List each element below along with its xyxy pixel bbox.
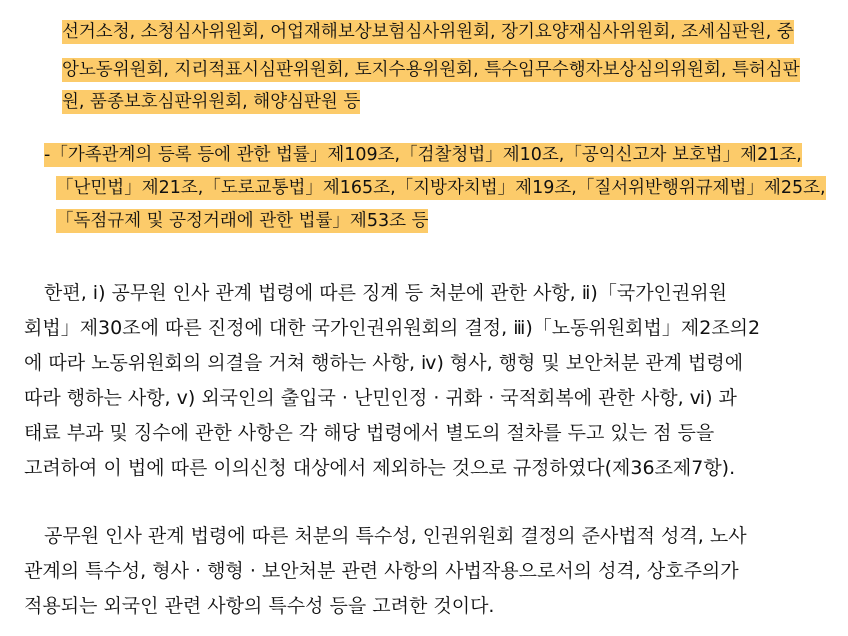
highlighted-text: 원, 품종보호심판위원회, 해양심판원 등 [62, 92, 361, 112]
paragraph-line: 관계의 특수성, 형사 · 행형 · 보안처분 관련 사항의 사법작용으로서의 성격, 상호주의가 [24, 560, 739, 582]
paragraph-line: 고려하여 이 법에 따른 이의신청 대상에서 제외하는 것으로 규정하였다(제36조제7항). [24, 457, 736, 479]
highlighted-text: 앙노동위원회, 지리적표시심판위원회, 토지수용위원회, 특수임무수행자보상심의위원회, 특허심판 [62, 60, 800, 80]
highlighted-text: 선거소청, 소청심사위원회, 어업재해보상보험심사위원회, 장기요양재심사위원회, 조세심판원, 중 [62, 22, 794, 42]
highlighted-line [62, 55, 800, 85]
paragraph-line: 회법」제30조에 따른 진정에 대한 국가인권위원회의 결정, ⅲ)「노동위원회법」제2조의2 [24, 317, 761, 339]
paragraph-line: 한편, ⅰ) 공무원 인사 관계 법령에 따른 징계 등 처분에 관한 사항, ⅱ)「국가인권위원 [44, 282, 727, 304]
highlighted-line [62, 87, 360, 117]
highlighted-line [56, 173, 826, 203]
highlighted-text: 「난민법」제21조,「도로교통법」제165조,「지방자치법」제19조,「질서위반행위규제법」제25조, [56, 178, 826, 198]
paragraph-line: 태료 부과 및 징수에 관한 사항은 각 해당 법령에서 별도의 절차를 두고 있는 점 등을 [24, 422, 715, 444]
highlighted-line [44, 140, 802, 170]
highlighted-line [62, 17, 794, 47]
paragraph-line: 공무원 인사 관계 법령에 따른 처분의 특수성, 인권위원회 결정의 준사법적 성격, 노사 [44, 525, 747, 547]
paragraph-line: 에 따라 노동위원회의 의결을 거쳐 행하는 사항, ⅳ) 형사, 행형 및 보안처분 관계 법령에 [24, 352, 744, 374]
highlighted-text: -「가족관계의 등록 등에 관한 법률」제109조,「검찰청법」제10조,「공익신고자 보호법」제21조, [44, 145, 802, 165]
paragraph-line: 적용되는 외국인 관련 사항의 특수성 등을 고려한 것이다. [24, 595, 495, 617]
paragraph-line: 따라 행하는 사항, ⅴ) 외국인의 출입국 · 난민인정 · 귀화 · 국적회복에 관한 사항, ⅵ) 과 [24, 387, 737, 409]
highlighted-text: 「독점규제 및 공정거래에 관한 법률」제53조 등 [56, 211, 429, 231]
highlighted-line [56, 206, 428, 236]
